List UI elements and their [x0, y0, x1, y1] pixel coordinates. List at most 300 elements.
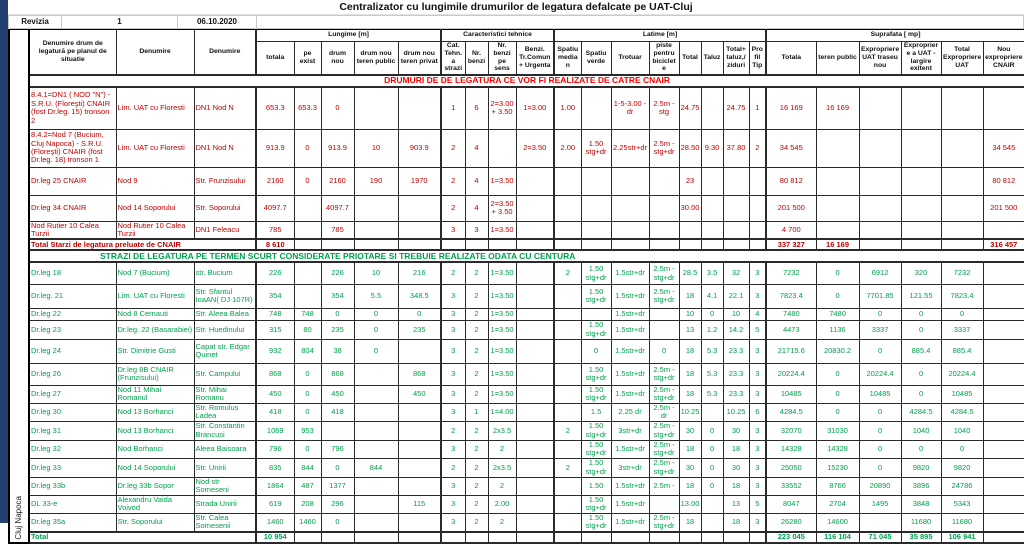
cell-to[interactable]: Str. Calea Somesenii	[194, 513, 256, 531]
cell-ltpr[interactable]: 868	[398, 363, 441, 385]
cell-lt[interactable]: 653.3	[256, 87, 294, 129]
cell-tz[interactable]: 1.2	[701, 320, 723, 339]
cell-nb[interactable]: 4	[465, 167, 488, 195]
cell-ltp[interactable]: 5.5	[354, 284, 398, 308]
cell-nbs[interactable]: 1=3.50	[488, 221, 516, 239]
cell-lt[interactable]: 418	[256, 403, 294, 421]
cell-wt[interactable]: 18	[679, 339, 701, 363]
cell-ldn[interactable]: 0	[321, 87, 354, 129]
cell-cat[interactable]: 3	[441, 308, 465, 320]
cell-ltp[interactable]	[354, 495, 398, 513]
cell-wt[interactable]	[679, 221, 701, 239]
cell-sel[interactable]	[901, 129, 941, 167]
cell-snc[interactable]	[983, 421, 1024, 440]
cell-stp[interactable]: 14328	[816, 440, 859, 458]
cell-snc[interactable]	[983, 262, 1024, 284]
cell-ltp[interactable]: 190	[354, 167, 398, 195]
cell-pt[interactable]: 1	[749, 87, 766, 129]
cell-snc[interactable]	[983, 513, 1024, 531]
cell-st[interactable]: 33552	[766, 477, 816, 495]
cell-tr[interactable]: 1.5str+dr	[611, 363, 649, 385]
cell-sv[interactable]: 1.50 stg+dr	[581, 320, 611, 339]
cell-tr[interactable]: 3str+dr	[611, 458, 649, 477]
cell-name[interactable]: Dr.leg. 21	[29, 284, 116, 308]
cell-pt[interactable]: 5	[749, 320, 766, 339]
cell-ltp[interactable]: 0	[354, 339, 398, 363]
cell-snc[interactable]	[983, 440, 1024, 458]
cell-lpe[interactable]: 208	[294, 495, 321, 513]
cell-ttz[interactable]: 30	[723, 421, 749, 440]
cell-ltp[interactable]	[354, 403, 398, 421]
cell-nbs[interactable]	[488, 129, 516, 167]
cell-ldn[interactable]: 235	[321, 320, 354, 339]
cell-pt[interactable]: 3	[749, 421, 766, 440]
cell-stp[interactable]: 0	[816, 284, 859, 308]
cell-sm[interactable]	[554, 284, 581, 308]
cell-ttz[interactable]	[723, 195, 749, 221]
cell-ltpr[interactable]	[398, 339, 441, 363]
cell-set[interactable]: 9820	[941, 458, 983, 477]
cell-lt[interactable]: 868	[256, 363, 294, 385]
total-cell-ttz[interactable]	[723, 239, 749, 250]
cell-lpe[interactable]	[294, 195, 321, 221]
cell-nbs[interactable]: 2x3.5	[488, 458, 516, 477]
cell-to[interactable]: Strada Unirii	[194, 495, 256, 513]
total-cell-set[interactable]	[941, 239, 983, 250]
cell-nb[interactable]: 2	[465, 385, 488, 403]
cell-name[interactable]: 8.4.2=Nod 7 (Bucium, Cluj Napoca) - S.R.U. (Floreşti) CNAIR (fost Dr.leg. 18) tronson 1	[29, 129, 116, 167]
cell-pt[interactable]: 3	[749, 477, 766, 495]
cell-btc[interactable]	[516, 440, 554, 458]
cell-wt[interactable]: 13	[679, 320, 701, 339]
cell-btc[interactable]	[516, 403, 554, 421]
cell-ttz[interactable]: 10.25	[723, 403, 749, 421]
cell-ltp[interactable]	[354, 363, 398, 385]
cell-ltpr[interactable]: 235	[398, 320, 441, 339]
total-cell-pb[interactable]	[649, 532, 679, 543]
cell-ttz[interactable]: 10	[723, 308, 749, 320]
cell-lpe[interactable]: 0	[294, 440, 321, 458]
cell-tr[interactable]: 1.5str+dr	[611, 495, 649, 513]
cell-lpe[interactable]: 0	[294, 363, 321, 385]
total-cell-lt[interactable]: 8 610	[256, 239, 294, 250]
cell-ltpr[interactable]	[398, 195, 441, 221]
cell-nb[interactable]: 1	[465, 403, 488, 421]
cell-to[interactable]: Str. Romulus Ladea	[194, 403, 256, 421]
cell-lpe[interactable]: 0	[294, 167, 321, 195]
cell-snc[interactable]	[983, 403, 1024, 421]
cell-from[interactable]: Nod 8 Cernauti	[116, 308, 194, 320]
cell-ttz[interactable]: 18	[723, 477, 749, 495]
cell-ldn[interactable]	[321, 421, 354, 440]
cell-wt[interactable]: 18	[679, 284, 701, 308]
cell-lpe[interactable]: 0	[294, 385, 321, 403]
cell-tr[interactable]: 2.25str+dr	[611, 129, 649, 167]
cell-pb[interactable]: 2.5m - stg+dr	[649, 262, 679, 284]
cell-wt[interactable]: 18	[679, 363, 701, 385]
total-cell-sm[interactable]	[554, 532, 581, 543]
cell-ldn[interactable]: 4097.7	[321, 195, 354, 221]
cell-set[interactable]	[941, 129, 983, 167]
cell-stp[interactable]: 14600	[816, 513, 859, 531]
cell-lt[interactable]: 354	[256, 284, 294, 308]
cell-lpe[interactable]: 748	[294, 308, 321, 320]
cell-nb[interactable]: 6	[465, 87, 488, 129]
cell-tz[interactable]	[701, 87, 723, 129]
cell-to[interactable]: str. Bucium	[194, 262, 256, 284]
cell-stp[interactable]: 20830.2	[816, 339, 859, 363]
cell-to[interactable]: Str. Aleea Balea	[194, 308, 256, 320]
cell-wt[interactable]: 30	[679, 421, 701, 440]
cell-nbs[interactable]: 2x3.5	[488, 421, 516, 440]
cell-set[interactable]: 10485	[941, 385, 983, 403]
cell-st[interactable]: 32070	[766, 421, 816, 440]
cell-from[interactable]: Nod 13 Borhanci	[116, 421, 194, 440]
cell-sv[interactable]: 1.50 stg+dr	[581, 495, 611, 513]
cell-sv[interactable]: 1.50 stg+dr	[581, 513, 611, 531]
cell-sv[interactable]	[581, 195, 611, 221]
cell-pt[interactable]: 3	[749, 513, 766, 531]
cell-set[interactable]: 7232	[941, 262, 983, 284]
cell-nb[interactable]: 2	[465, 262, 488, 284]
cell-pb[interactable]	[649, 195, 679, 221]
cell-lpe[interactable]	[294, 221, 321, 239]
total-cell-stp[interactable]: 116 104	[816, 532, 859, 543]
cell-lt[interactable]: 932	[256, 339, 294, 363]
cell-sen[interactable]: 20224.4	[859, 363, 901, 385]
cell-st[interactable]: 34 545	[766, 129, 816, 167]
cell-pb[interactable]: 2.5m - stg+dr	[649, 385, 679, 403]
cell-lt[interactable]: 226	[256, 262, 294, 284]
cell-pt[interactable]: 2	[749, 129, 766, 167]
cell-sen[interactable]: 0	[859, 421, 901, 440]
cell-sel[interactable]: 9820	[901, 458, 941, 477]
cell-from[interactable]: Lim. UAT cu Floresti	[116, 87, 194, 129]
total-cell-lpe[interactable]	[294, 532, 321, 543]
cell-name[interactable]: Dr.leg 31	[29, 421, 116, 440]
cell-btc[interactable]	[516, 458, 554, 477]
cell-wt[interactable]: 18	[679, 477, 701, 495]
cell-wt[interactable]: 13.00	[679, 495, 701, 513]
cell-pb[interactable]: 0	[649, 339, 679, 363]
cell-sv[interactable]: 1.50 stg+dr	[581, 440, 611, 458]
cell-to[interactable]: Str. Unirii	[194, 458, 256, 477]
cell-ldn[interactable]: 296	[321, 495, 354, 513]
cell-to[interactable]: DN1 Nod N	[194, 87, 256, 129]
total-cell-lt[interactable]: 10 954	[256, 532, 294, 543]
cell-ltpr[interactable]: 1970	[398, 167, 441, 195]
cell-pt[interactable]: 3	[749, 385, 766, 403]
cell-stp[interactable]	[816, 129, 859, 167]
cell-tz[interactable]	[701, 513, 723, 531]
cell-sen[interactable]	[859, 167, 901, 195]
cell-sen[interactable]	[859, 87, 901, 129]
cell-cat[interactable]: 3	[441, 363, 465, 385]
cell-ltpr[interactable]	[398, 87, 441, 129]
cell-cat[interactable]: 3	[441, 495, 465, 513]
cell-sv[interactable]: 0	[581, 339, 611, 363]
cell-pt[interactable]: 3	[749, 262, 766, 284]
cell-sv[interactable]	[581, 167, 611, 195]
cell-cat[interactable]: 3	[441, 284, 465, 308]
total-cell-sv[interactable]	[581, 239, 611, 250]
cell-ldn[interactable]: 796	[321, 440, 354, 458]
cell-cat[interactable]: 3	[441, 339, 465, 363]
cell-nb[interactable]: 4	[465, 195, 488, 221]
cell-ttz[interactable]	[723, 167, 749, 195]
cell-nbs[interactable]: 1=3.50	[488, 262, 516, 284]
cell-tz[interactable]: 0	[701, 458, 723, 477]
cell-ltp[interactable]	[354, 221, 398, 239]
cell-btc[interactable]	[516, 495, 554, 513]
total-cell-nbs[interactable]	[488, 532, 516, 543]
cell-set[interactable]	[941, 87, 983, 129]
cell-btc[interactable]	[516, 421, 554, 440]
cell-lpe[interactable]: 487	[294, 477, 321, 495]
cell-btc[interactable]	[516, 385, 554, 403]
cell-name[interactable]: Dr.leg 26	[29, 363, 116, 385]
cell-stp[interactable]: 1136	[816, 320, 859, 339]
cell-lt[interactable]: 2160	[256, 167, 294, 195]
revision-date[interactable]: 06.10.2020	[178, 15, 257, 29]
cell-name[interactable]: Dr.leg 33b	[29, 477, 116, 495]
cell-ldn[interactable]: 868	[321, 363, 354, 385]
cell-lt[interactable]: 1069	[256, 421, 294, 440]
cell-from[interactable]: Nod 9	[116, 167, 194, 195]
cell-btc[interactable]	[516, 284, 554, 308]
cell-sv[interactable]	[581, 308, 611, 320]
total-cell-ltpr[interactable]	[398, 239, 441, 250]
cell-cat[interactable]: 2	[441, 262, 465, 284]
cell-nb[interactable]: 2	[465, 458, 488, 477]
total-cell-btc[interactable]	[516, 239, 554, 250]
cell-sm[interactable]	[554, 403, 581, 421]
cell-st[interactable]: 26280	[766, 513, 816, 531]
cell-sel[interactable]: 11680	[901, 513, 941, 531]
cell-pb[interactable]: 2.5m - stg+dr	[649, 363, 679, 385]
cell-wt[interactable]: 28.50	[679, 129, 701, 167]
total-cell-pt[interactable]	[749, 532, 766, 543]
cell-pb[interactable]: 2.5m -	[649, 477, 679, 495]
cell-nbs[interactable]: 1=3.50	[488, 385, 516, 403]
cell-ltp[interactable]: 10	[354, 262, 398, 284]
cell-ltp[interactable]: 0	[354, 320, 398, 339]
cell-ldn[interactable]: 1377	[321, 477, 354, 495]
cell-ttz[interactable]: 24.75	[723, 87, 749, 129]
cell-stp[interactable]: 8766	[816, 477, 859, 495]
cell-st[interactable]: 7480	[766, 308, 816, 320]
cell-snc[interactable]	[983, 495, 1024, 513]
cell-nbs[interactable]: 1=3.50	[488, 320, 516, 339]
cell-name[interactable]: 8.4.1=DN1 ( NOD "N") - S.R.U. (Floreşti) CNAIR (fost Dr.leg. 15) tronson 2	[29, 87, 116, 129]
cell-nb[interactable]: 2	[465, 513, 488, 531]
cell-sm[interactable]: 2	[554, 458, 581, 477]
cell-sen[interactable]: 7701.85	[859, 284, 901, 308]
cell-pb[interactable]: 2.5m -dr	[649, 403, 679, 421]
cell-tr[interactable]: 1.5str+dr	[611, 308, 649, 320]
cell-name[interactable]: DL 33-e	[29, 495, 116, 513]
cell-sel[interactable]: 0	[901, 385, 941, 403]
cell-stp[interactable]: 7480	[816, 308, 859, 320]
cell-cat[interactable]: 3	[441, 320, 465, 339]
cell-tz[interactable]	[701, 221, 723, 239]
cell-snc[interactable]	[983, 221, 1024, 239]
cell-tr[interactable]: 1.5str+dr	[611, 385, 649, 403]
cell-name[interactable]: Dr.leg 27	[29, 385, 116, 403]
cell-sen[interactable]: 0	[859, 403, 901, 421]
cell-ldn[interactable]: 418	[321, 403, 354, 421]
cell-st[interactable]: 10485	[766, 385, 816, 403]
cell-snc[interactable]	[983, 363, 1024, 385]
cell-sen[interactable]: 0	[859, 339, 901, 363]
cell-tz[interactable]: 0	[701, 440, 723, 458]
cell-lpe[interactable]: 1460	[294, 513, 321, 531]
cell-set[interactable]: 5343	[941, 495, 983, 513]
cell-to[interactable]: DN1 Nod N	[194, 129, 256, 167]
cell-sen[interactable]	[859, 513, 901, 531]
cell-sel[interactable]: 0	[901, 308, 941, 320]
cell-pb[interactable]: 2.5m - stg+dr	[649, 421, 679, 440]
cell-snc[interactable]	[983, 385, 1024, 403]
cell-to[interactable]: Str. Constantin Brancusi	[194, 421, 256, 440]
total-cell-cat[interactable]	[441, 239, 465, 250]
cell-ldn[interactable]: 913.9	[321, 129, 354, 167]
total-cell-ltp[interactable]	[354, 532, 398, 543]
cell-ttz[interactable]: 18	[723, 440, 749, 458]
cell-set[interactable]: 885.4	[941, 339, 983, 363]
cell-sel[interactable]: 1040	[901, 421, 941, 440]
cell-set[interactable]	[941, 195, 983, 221]
cell-sv[interactable]: 1.50 stg+dr	[581, 284, 611, 308]
total-cell-ldn[interactable]	[321, 532, 354, 543]
cell-nbs[interactable]: 1=3.50	[488, 339, 516, 363]
cell-sel[interactable]: 885.4	[901, 339, 941, 363]
cell-btc[interactable]: 2=3.50	[516, 129, 554, 167]
cell-nbs[interactable]: 1=3.50	[488, 284, 516, 308]
cell-sen[interactable]	[859, 195, 901, 221]
cell-nbs[interactable]: 2.00	[488, 495, 516, 513]
cell-pt[interactable]: 6	[749, 403, 766, 421]
total-cell-ldn[interactable]	[321, 239, 354, 250]
cell-stp[interactable]: 15230	[816, 458, 859, 477]
cell-nbs[interactable]: 1=4.00	[488, 403, 516, 421]
cell-pt[interactable]: 4	[749, 308, 766, 320]
cell-sv[interactable]: 1.5	[581, 403, 611, 421]
cell-ltpr[interactable]: 450	[398, 385, 441, 403]
total-cell-snc[interactable]: 316 457	[983, 239, 1024, 250]
cell-snc[interactable]	[983, 339, 1024, 363]
cell-tz[interactable]: 5.3	[701, 339, 723, 363]
cell-lpe[interactable]: 953	[294, 421, 321, 440]
cell-sen[interactable]: 0	[859, 458, 901, 477]
total-cell-sen[interactable]: 71 045	[859, 532, 901, 543]
cell-btc[interactable]	[516, 320, 554, 339]
cell-lpe[interactable]: 844	[294, 458, 321, 477]
cell-btc[interactable]	[516, 339, 554, 363]
cell-lpe[interactable]	[294, 284, 321, 308]
cell-lt[interactable]: 796	[256, 440, 294, 458]
cell-pb[interactable]: 2.5m - stg+dr	[649, 440, 679, 458]
cell-sen[interactable]: 20890	[859, 477, 901, 495]
cell-sel[interactable]: 0	[901, 440, 941, 458]
cell-nbs[interactable]: 2	[488, 440, 516, 458]
cell-nb[interactable]: 2	[465, 421, 488, 440]
cell-stp[interactable]	[816, 221, 859, 239]
cell-pt[interactable]	[749, 221, 766, 239]
cell-ttz[interactable]: 37.80	[723, 129, 749, 167]
cell-btc[interactable]	[516, 195, 554, 221]
cell-stp[interactable]: 0	[816, 363, 859, 385]
total-cell-sm[interactable]	[554, 239, 581, 250]
cell-sv[interactable]	[581, 221, 611, 239]
cell-from[interactable]: Dr.leg. 22 (Basarabiei)	[116, 320, 194, 339]
cell-ttz[interactable]: 13	[723, 495, 749, 513]
cell-pt[interactable]: 3	[749, 440, 766, 458]
cell-name[interactable]: Dr.leg 18	[29, 262, 116, 284]
total-cell-cat[interactable]	[441, 532, 465, 543]
cell-sel[interactable]	[901, 195, 941, 221]
total-cell-pt[interactable]	[749, 239, 766, 250]
cell-sm[interactable]	[554, 308, 581, 320]
cell-set[interactable]: 1040	[941, 421, 983, 440]
cell-tz[interactable]: 4.1	[701, 284, 723, 308]
cell-ltp[interactable]	[354, 195, 398, 221]
cell-nb[interactable]: 3	[465, 221, 488, 239]
cell-ltp[interactable]	[354, 440, 398, 458]
cell-ldn[interactable]: 0	[321, 513, 354, 531]
cell-to[interactable]: DN1 Feleacu	[194, 221, 256, 239]
cell-lt[interactable]: 1864	[256, 477, 294, 495]
cell-pb[interactable]	[649, 221, 679, 239]
cell-sel[interactable]: 0	[901, 320, 941, 339]
cell-ltpr[interactable]	[398, 458, 441, 477]
cell-pb[interactable]	[649, 495, 679, 513]
cell-from[interactable]: Lim. UAT cu Floresti	[116, 129, 194, 167]
cell-nbs[interactable]: 2=3.00+ 3.50	[488, 87, 516, 129]
cell-snc[interactable]	[983, 477, 1024, 495]
cell-tr[interactable]: 1.5str+dr	[611, 320, 649, 339]
cell-set[interactable]: 3337	[941, 320, 983, 339]
cell-st[interactable]: 7823.4	[766, 284, 816, 308]
cell-tz[interactable]: 0	[701, 421, 723, 440]
cell-sel[interactable]: 0	[901, 363, 941, 385]
total-cell-ltp[interactable]	[354, 239, 398, 250]
cell-st[interactable]: 21715.6	[766, 339, 816, 363]
cell-nb[interactable]: 2	[465, 284, 488, 308]
cell-sm[interactable]	[554, 385, 581, 403]
cell-pb[interactable]: 2.5m - stg+dr	[649, 513, 679, 531]
cell-ttz[interactable]: 30	[723, 458, 749, 477]
cell-ltpr[interactable]	[398, 221, 441, 239]
cell-snc[interactable]	[983, 87, 1024, 129]
cell-tr[interactable]: 1-5-3.00 -dr	[611, 87, 649, 129]
cell-nb[interactable]: 2	[465, 363, 488, 385]
cell-stp[interactable]: 0	[816, 262, 859, 284]
cell-sen[interactable]: 6912	[859, 262, 901, 284]
cell-ltp[interactable]: 10	[354, 129, 398, 167]
cell-lt[interactable]: 913.9	[256, 129, 294, 167]
total-cell-wt[interactable]	[679, 239, 701, 250]
cell-from[interactable]: Nod 13 Borhanci	[116, 403, 194, 421]
cell-sen[interactable]: 0	[859, 440, 901, 458]
cell-sm[interactable]	[554, 495, 581, 513]
cell-sm[interactable]	[554, 440, 581, 458]
cell-from[interactable]: Str. Soporului	[116, 513, 194, 531]
total-cell-tr[interactable]	[611, 239, 649, 250]
cell-pt[interactable]: 3	[749, 458, 766, 477]
cell-to[interactable]: Aleea Baisoara	[194, 440, 256, 458]
cell-st[interactable]: 80 812	[766, 167, 816, 195]
